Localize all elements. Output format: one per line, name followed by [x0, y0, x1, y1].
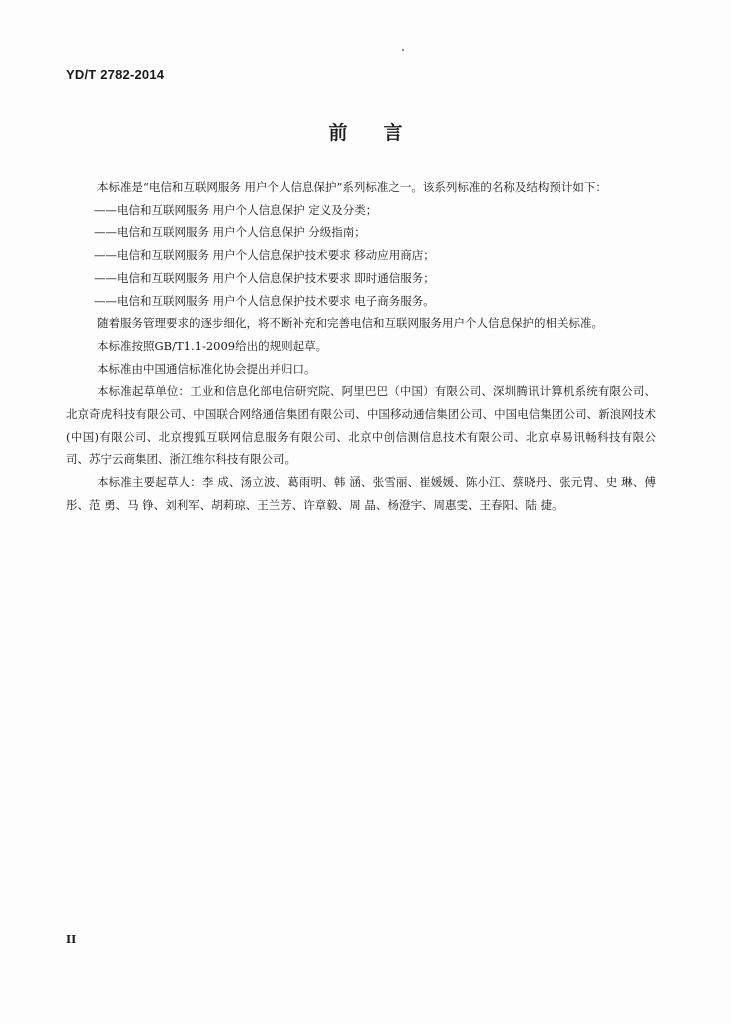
document-body	[66, 176, 656, 517]
series-item: ——电信和互联网服务 用户个人信息保护技术要求 电子商务服务。	[94, 293, 435, 308]
document-code: YD/T 2782-2014	[66, 67, 165, 82]
scan-speck	[402, 49, 404, 51]
page-title: 前言	[328, 122, 439, 144]
intro-paragraph: 本标准是“电信和互联网服务 用户个人信息保护”系列标准之一。该系列标准的名称及结构预计如下：	[97, 180, 607, 194]
proposer-paragraph: 本标准由中国通信标准化协会提出并归口。	[97, 361, 316, 376]
series-item: ——电信和互联网服务 用户个人信息保护技术要求 移动应用商店；	[94, 248, 435, 263]
drafting-units-paragraph: 本标准起草单位：工业和信息化部电信研究院、阿里巴巴（中国）有限公司、深圳腾讯计算机系统有限公司、北京奇虎科技有限公司、中国联合网络通信集团有限公司、中国移动通信集团公司、中国电信集团公司、新浪网技术(中国)有限公司、北京搜狐互联网信息服务有限公司、北京中创信测信息技术有限公司、北京卓易讯畅科技有限公司、苏宁云商集团、浙江维尔科技有限公司。	[66, 384, 656, 467]
page-number: II	[66, 933, 77, 946]
series-item: ——电信和互联网服务 用户个人信息保护 分级指南；	[94, 225, 366, 240]
rules-paragraph: 本标准按照GB/T1.1-2009给出的规则起草。	[97, 338, 328, 353]
followup-paragraph: 随着服务管理要求的逐步细化，将不断补充和完善电信和互联网服务用户个人信息保护的相关标准。	[97, 316, 603, 331]
series-item: ——电信和互联网服务 用户个人信息保护 定义及分类；	[94, 202, 378, 217]
drafters-paragraph: 本标准主要起草人：李 成、汤立波、葛雨明、韩 涵、张雪丽、崔媛媛、陈小江、蔡晓丹、张元胄、史 琳、傅 彤、范 勇、马 铮、刘利军、胡莉琼、王兰芳、许章毅、周 晶、杨澄宇、周惠雯、王春阳、陆 捷。	[66, 475, 656, 512]
series-item: ——电信和互联网服务 用户个人信息保护技术要求 即时通信服务；	[94, 270, 435, 285]
